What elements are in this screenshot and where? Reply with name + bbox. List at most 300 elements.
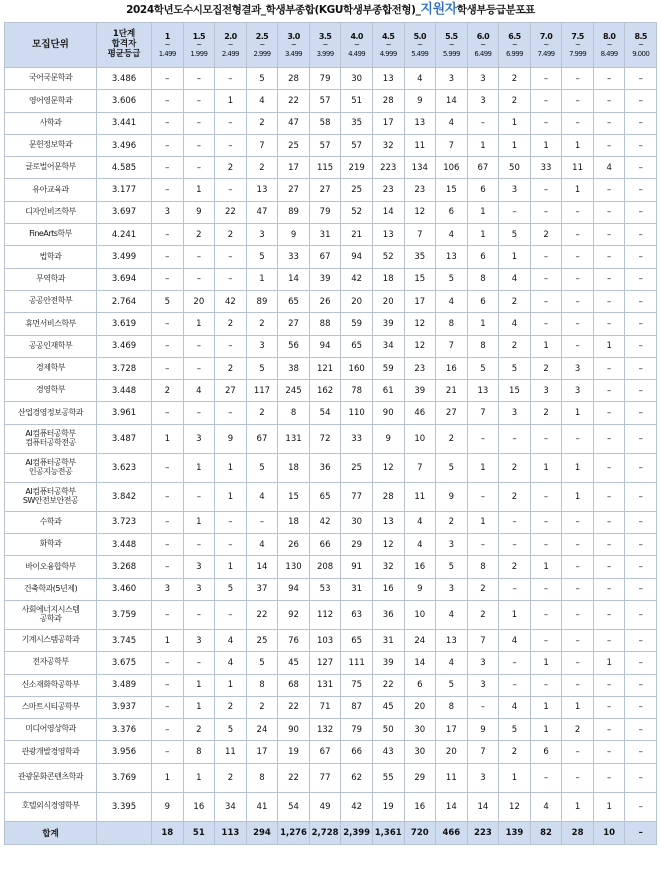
- count-cell: 12: [372, 453, 404, 482]
- count-cell: –: [499, 674, 531, 696]
- count-cell: 12: [404, 335, 436, 357]
- dept-line: 사회에너지시스템: [21, 605, 80, 615]
- count-cell: 33: [341, 424, 373, 453]
- range-tilde: ~: [638, 40, 644, 49]
- table-row: [5, 629, 657, 651]
- count-cell: 22: [278, 90, 310, 112]
- grade-distribution-table: [4, 22, 657, 845]
- avg-cell: 3.441: [97, 112, 152, 134]
- count-cell: 13: [436, 246, 468, 268]
- count-cell: 67: [467, 157, 499, 179]
- count-cell: 3: [562, 357, 594, 379]
- count-cell: –: [625, 600, 657, 629]
- count-cell: 45: [372, 696, 404, 718]
- count-cell: 3: [183, 578, 215, 600]
- count-cell: 11: [404, 482, 436, 511]
- count-cell: 34: [372, 335, 404, 357]
- count-cell: 13: [372, 511, 404, 533]
- count-cell: 9: [372, 424, 404, 453]
- title-highlight: 지원자: [420, 2, 457, 17]
- count-cell: 117: [246, 380, 278, 402]
- count-cell: –: [467, 696, 499, 718]
- count-cell: –: [467, 534, 499, 556]
- count-cell: –: [562, 511, 594, 533]
- count-cell: –: [593, 424, 625, 453]
- count-cell: –: [152, 600, 184, 629]
- dept-line: 법학과: [39, 251, 62, 261]
- dept-line: AI컴퓨터공학부: [25, 428, 76, 438]
- count-cell: –: [183, 157, 215, 179]
- count-cell: 3: [152, 578, 184, 600]
- dept-cell: [5, 629, 97, 651]
- range-end: 3.499: [285, 49, 303, 58]
- table-row: [5, 556, 657, 578]
- count-cell: 9: [183, 201, 215, 223]
- avg-cell: 3.728: [97, 357, 152, 379]
- count-cell: 28: [372, 482, 404, 511]
- count-cell: 1: [152, 424, 184, 453]
- dept-line: 호텔외식경영학부: [21, 801, 80, 811]
- count-cell: 19: [278, 741, 310, 763]
- dept-line: 신소재화학공학부: [21, 679, 80, 689]
- count-cell: 7: [404, 453, 436, 482]
- count-cell: 9: [278, 224, 310, 246]
- count-cell: 39: [309, 268, 341, 290]
- count-cell: 54: [309, 402, 341, 424]
- header-range: [436, 23, 468, 68]
- dept-line: FineArts학부: [29, 229, 72, 239]
- count-cell: 3: [467, 90, 499, 112]
- count-cell: 13: [246, 179, 278, 201]
- count-cell: 66: [309, 534, 341, 556]
- table-row: [5, 290, 657, 312]
- total-count: 720: [404, 821, 436, 844]
- count-cell: 90: [372, 402, 404, 424]
- count-cell: 10: [404, 424, 436, 453]
- count-cell: –: [152, 313, 184, 335]
- count-cell: –: [499, 534, 531, 556]
- count-cell: 91: [341, 556, 373, 578]
- count-cell: 1: [183, 313, 215, 335]
- count-cell: –: [499, 652, 531, 674]
- count-cell: 1: [499, 246, 531, 268]
- count-cell: 16: [183, 792, 215, 821]
- count-cell: –: [183, 68, 215, 90]
- header-avg: 1단계 합격자 평균등급: [97, 23, 152, 68]
- count-cell: –: [183, 402, 215, 424]
- count-cell: 32: [372, 134, 404, 156]
- count-cell: –: [215, 112, 247, 134]
- count-cell: 3: [183, 629, 215, 651]
- table-row: [5, 482, 657, 511]
- count-cell: 2: [246, 112, 278, 134]
- count-cell: 11: [562, 157, 594, 179]
- range-tilde: ~: [322, 40, 328, 49]
- total-count: 51: [183, 821, 215, 844]
- dept-line: 휴먼서비스학부: [25, 318, 76, 328]
- count-cell: 15: [278, 482, 310, 511]
- count-cell: 66: [341, 741, 373, 763]
- count-cell: –: [183, 112, 215, 134]
- count-cell: 5: [246, 357, 278, 379]
- count-cell: 15: [499, 380, 531, 402]
- count-cell: 5: [215, 719, 247, 741]
- count-cell: –: [593, 453, 625, 482]
- count-cell: 5: [436, 674, 468, 696]
- range-end: 2.499: [221, 49, 239, 58]
- count-cell: 11: [436, 763, 468, 792]
- count-cell: 65: [341, 629, 373, 651]
- count-cell: 2: [152, 380, 184, 402]
- count-cell: 3: [152, 201, 184, 223]
- count-cell: 3: [499, 179, 531, 201]
- count-cell: 14: [436, 792, 468, 821]
- count-cell: 20: [404, 696, 436, 718]
- count-cell: –: [593, 719, 625, 741]
- count-cell: –: [152, 741, 184, 763]
- header-dept: 모집단위: [5, 23, 97, 68]
- count-cell: 3: [530, 380, 562, 402]
- count-cell: 4: [499, 696, 531, 718]
- count-cell: –: [152, 224, 184, 246]
- count-cell: 22: [215, 201, 247, 223]
- table-row: [5, 134, 657, 156]
- count-cell: 134: [404, 157, 436, 179]
- count-cell: 1: [499, 763, 531, 792]
- count-cell: –: [467, 112, 499, 134]
- count-cell: 2: [499, 290, 531, 312]
- count-cell: 18: [278, 453, 310, 482]
- count-cell: –: [625, 402, 657, 424]
- range-end: 4.499: [348, 49, 366, 58]
- count-cell: 8: [183, 741, 215, 763]
- count-cell: –: [625, 534, 657, 556]
- count-cell: 245: [278, 380, 310, 402]
- count-cell: 36: [372, 600, 404, 629]
- count-cell: 9: [436, 482, 468, 511]
- count-cell: –: [562, 268, 594, 290]
- count-cell: –: [183, 268, 215, 290]
- count-cell: 3: [246, 224, 278, 246]
- dept-cell: [5, 134, 97, 156]
- count-cell: –: [499, 578, 531, 600]
- count-cell: 32: [372, 556, 404, 578]
- table-row: [5, 224, 657, 246]
- count-cell: 1: [183, 674, 215, 696]
- title-suffix: 학생부등급분포표: [456, 4, 535, 16]
- count-cell: 92: [278, 600, 310, 629]
- count-cell: 2: [499, 741, 531, 763]
- count-cell: 13: [372, 224, 404, 246]
- count-cell: 4: [215, 629, 247, 651]
- table-row: [5, 674, 657, 696]
- count-cell: 5: [467, 357, 499, 379]
- dept-cell: [5, 157, 97, 179]
- dept-line: 공학과: [39, 613, 62, 623]
- count-cell: –: [593, 556, 625, 578]
- count-cell: 12: [404, 201, 436, 223]
- count-cell: 19: [372, 792, 404, 821]
- count-cell: 94: [278, 578, 310, 600]
- range-start: 6.0: [476, 31, 490, 41]
- count-cell: 42: [341, 268, 373, 290]
- dept-line: 공공안전학부: [28, 296, 73, 306]
- count-cell: –: [625, 674, 657, 696]
- count-cell: 4: [593, 157, 625, 179]
- count-cell: 7: [246, 134, 278, 156]
- count-cell: 14: [372, 201, 404, 223]
- count-cell: 4: [436, 652, 468, 674]
- range-start: 4.0: [350, 31, 363, 41]
- count-cell: 12: [404, 313, 436, 335]
- count-cell: 47: [278, 112, 310, 134]
- total-row: [5, 821, 657, 844]
- count-cell: –: [625, 246, 657, 268]
- dept-cell: [5, 290, 97, 312]
- count-cell: 77: [341, 482, 373, 511]
- dept-cell: [5, 402, 97, 424]
- count-cell: 4: [183, 380, 215, 402]
- count-cell: 2: [246, 157, 278, 179]
- avg-cell: 3.694: [97, 268, 152, 290]
- count-cell: 23: [372, 179, 404, 201]
- count-cell: –: [530, 268, 562, 290]
- count-cell: 9: [404, 578, 436, 600]
- header-row: [5, 23, 657, 68]
- count-cell: 115: [309, 157, 341, 179]
- range-start: 8.5: [634, 31, 647, 41]
- count-cell: –: [152, 179, 184, 201]
- range-start: 1.5: [192, 31, 206, 41]
- count-cell: 13: [372, 68, 404, 90]
- range-tilde: ~: [606, 40, 612, 49]
- count-cell: 9: [215, 424, 247, 453]
- count-cell: 3: [436, 534, 468, 556]
- dept-line: 산업경영정보공학과: [17, 407, 84, 417]
- count-cell: 20: [341, 290, 373, 312]
- table-row: [5, 68, 657, 90]
- count-cell: –: [530, 201, 562, 223]
- count-cell: 160: [341, 357, 373, 379]
- count-cell: 3: [183, 424, 215, 453]
- count-cell: –: [562, 741, 594, 763]
- range-tilde: ~: [417, 40, 423, 49]
- count-cell: 6: [467, 246, 499, 268]
- count-cell: 79: [341, 719, 373, 741]
- count-cell: 6: [530, 741, 562, 763]
- dept-cell: [5, 792, 97, 821]
- count-cell: –: [625, 112, 657, 134]
- count-cell: 35: [404, 246, 436, 268]
- count-cell: 15: [404, 268, 436, 290]
- count-cell: 2: [246, 402, 278, 424]
- count-cell: 2: [215, 357, 247, 379]
- count-cell: –: [183, 357, 215, 379]
- range-end: 5.499: [411, 49, 429, 58]
- table-row: [5, 179, 657, 201]
- count-cell: 5: [436, 556, 468, 578]
- range-end: 9.000: [632, 49, 650, 58]
- count-cell: –: [625, 157, 657, 179]
- dept-line: 관광개발경영학과: [21, 746, 80, 756]
- count-cell: –: [152, 112, 184, 134]
- avg-cell: 3.448: [97, 534, 152, 556]
- count-cell: 8: [278, 402, 310, 424]
- count-cell: 16: [436, 357, 468, 379]
- count-cell: 67: [246, 424, 278, 453]
- dept-cell: [5, 578, 97, 600]
- count-cell: 20: [436, 741, 468, 763]
- header-range: [183, 23, 215, 68]
- count-cell: –: [183, 134, 215, 156]
- count-cell: –: [593, 201, 625, 223]
- count-cell: 27: [215, 380, 247, 402]
- count-cell: 223: [372, 157, 404, 179]
- count-cell: 1: [593, 335, 625, 357]
- count-cell: 22: [278, 763, 310, 792]
- count-cell: –: [625, 652, 657, 674]
- count-cell: –: [562, 424, 594, 453]
- count-cell: –: [562, 629, 594, 651]
- count-cell: –: [152, 157, 184, 179]
- header-range: [530, 23, 562, 68]
- count-cell: 35: [341, 112, 373, 134]
- header-range: [152, 23, 184, 68]
- count-cell: 89: [246, 290, 278, 312]
- dept-line: 사학과: [39, 117, 62, 127]
- count-cell: 17: [372, 112, 404, 134]
- count-cell: 12: [499, 792, 531, 821]
- count-cell: 7: [467, 741, 499, 763]
- count-cell: –: [530, 482, 562, 511]
- count-cell: 17: [246, 741, 278, 763]
- count-cell: 1: [183, 511, 215, 533]
- range-end: 1.999: [190, 49, 208, 58]
- count-cell: 2: [183, 719, 215, 741]
- avg-cell: 3.499: [97, 246, 152, 268]
- header-range: [467, 23, 499, 68]
- count-cell: 1: [215, 90, 247, 112]
- avg-cell: 3.489: [97, 674, 152, 696]
- count-cell: 25: [341, 179, 373, 201]
- range-tilde: ~: [511, 40, 518, 49]
- count-cell: 1: [593, 792, 625, 821]
- count-cell: –: [593, 696, 625, 718]
- count-cell: 17: [436, 719, 468, 741]
- count-cell: 11: [404, 134, 436, 156]
- count-cell: 75: [341, 674, 373, 696]
- dept-line: 유아교육과: [32, 184, 69, 194]
- range-tilde: ~: [259, 40, 265, 49]
- count-cell: –: [152, 534, 184, 556]
- count-cell: –: [593, 380, 625, 402]
- count-cell: 30: [404, 719, 436, 741]
- count-cell: 54: [278, 792, 310, 821]
- count-cell: 2: [467, 600, 499, 629]
- count-cell: 121: [309, 357, 341, 379]
- count-cell: 52: [372, 246, 404, 268]
- count-cell: –: [562, 112, 594, 134]
- count-cell: –: [183, 90, 215, 112]
- table-row: [5, 357, 657, 379]
- count-cell: –: [562, 600, 594, 629]
- range-tilde: ~: [385, 40, 391, 49]
- count-cell: 39: [404, 380, 436, 402]
- count-cell: 8: [246, 674, 278, 696]
- dept-cell: [5, 453, 97, 482]
- count-cell: 14: [246, 556, 278, 578]
- dept-cell: [5, 534, 97, 556]
- count-cell: 68: [278, 674, 310, 696]
- count-cell: –: [530, 534, 562, 556]
- count-cell: 9: [467, 719, 499, 741]
- count-cell: 1: [593, 652, 625, 674]
- page-title: [0, 0, 661, 20]
- total-count: 28: [562, 821, 594, 844]
- total-count: 1,276: [278, 821, 310, 844]
- count-cell: –: [593, 357, 625, 379]
- count-cell: 16: [372, 578, 404, 600]
- count-cell: 1: [215, 453, 247, 482]
- dept-line: 컴퓨터공학전공: [25, 437, 76, 447]
- count-cell: 1: [530, 335, 562, 357]
- avg-cell: 3.469: [97, 335, 152, 357]
- count-cell: 10: [404, 600, 436, 629]
- count-cell: 71: [309, 696, 341, 718]
- count-cell: 77: [309, 763, 341, 792]
- count-cell: –: [215, 600, 247, 629]
- count-cell: 59: [341, 313, 373, 335]
- count-cell: –: [152, 268, 184, 290]
- table-row: [5, 511, 657, 533]
- table-row: [5, 313, 657, 335]
- count-cell: –: [152, 90, 184, 112]
- count-cell: 3: [183, 556, 215, 578]
- count-cell: –: [215, 68, 247, 90]
- count-cell: 5: [499, 357, 531, 379]
- range-tilde: ~: [227, 40, 234, 49]
- count-cell: –: [215, 335, 247, 357]
- count-cell: 2: [215, 763, 247, 792]
- count-cell: 8: [436, 313, 468, 335]
- count-cell: –: [625, 201, 657, 223]
- count-cell: 8: [436, 696, 468, 718]
- count-cell: 1: [183, 696, 215, 718]
- count-cell: –: [593, 90, 625, 112]
- count-cell: 131: [309, 674, 341, 696]
- count-cell: 31: [372, 629, 404, 651]
- count-cell: 2: [215, 313, 247, 335]
- range-end: 4.999: [379, 49, 397, 58]
- dept-cell: [5, 424, 97, 453]
- range-end: 6.999: [505, 49, 523, 58]
- count-cell: 2: [246, 313, 278, 335]
- count-cell: 106: [436, 157, 468, 179]
- count-cell: 2: [499, 90, 531, 112]
- header-range: [278, 23, 310, 68]
- total-count: 113: [215, 821, 247, 844]
- table-row: [5, 335, 657, 357]
- count-cell: –: [562, 224, 594, 246]
- count-cell: 4: [499, 268, 531, 290]
- total-count: 466: [436, 821, 468, 844]
- count-cell: 43: [372, 741, 404, 763]
- range-start: 5.5: [445, 31, 458, 41]
- count-cell: 28: [372, 90, 404, 112]
- table-row: [5, 402, 657, 424]
- count-cell: –: [625, 629, 657, 651]
- dept-cell: [5, 313, 97, 335]
